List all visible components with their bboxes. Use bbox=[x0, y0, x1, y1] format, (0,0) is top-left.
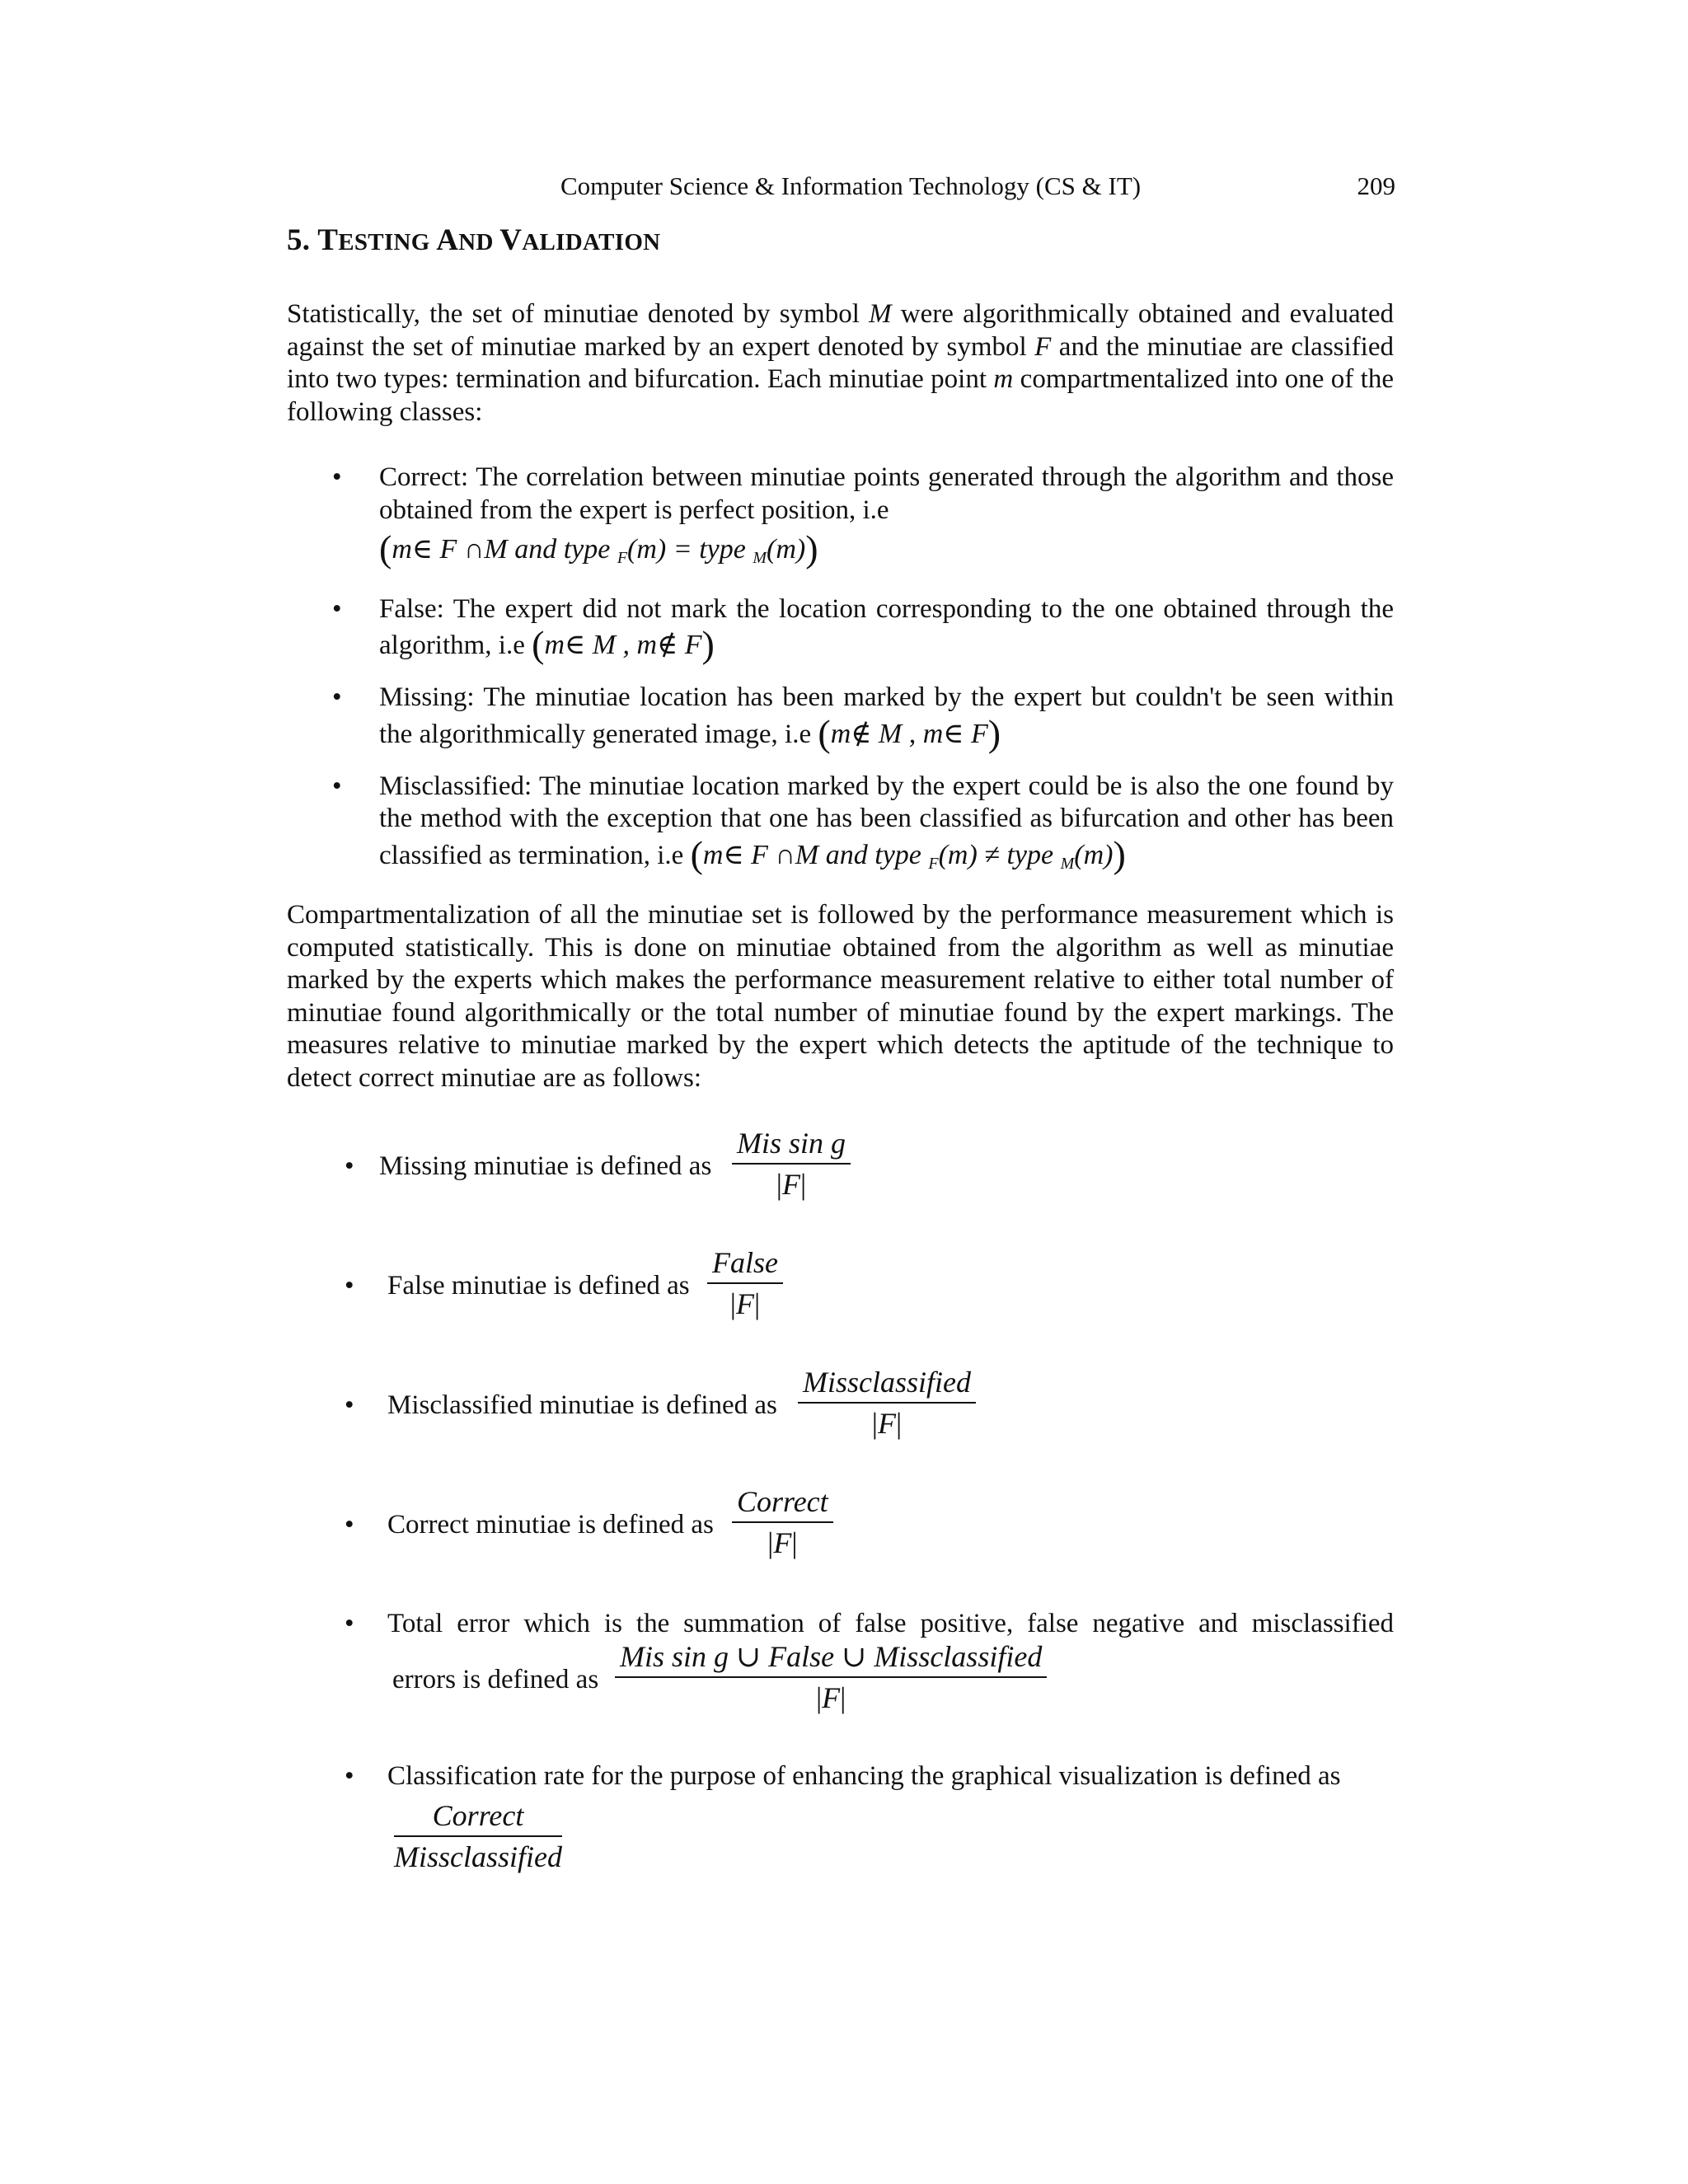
performance-paragraph: Compartmentalization of all the minutiae set is followed by the performance measurement which is computed statistically. This is done on minutiae obtained from the algorithm as well as minutiae marked by the experts which makes the performance measurement relative to either total number of minutiae found algorithmically or the total number of minutiae found by the expert markings. The measures relative to minutiae marked by the expert which detects the aptitude of the technique to detect correct minutiae are as follows: bbox=[287, 900, 1394, 1093]
symbol-M: M bbox=[869, 299, 892, 329]
measure-text: False minutiae is defined as bbox=[387, 1271, 690, 1301]
intro-text-b: were algorithmically obtained and evaluated against the set of minutiae marked by an expert denoted by symbol bbox=[287, 299, 1394, 362]
page-number: 209 bbox=[1357, 171, 1395, 200]
intro-paragraph bbox=[287, 298, 1394, 429]
bullet-icon: • bbox=[345, 1609, 354, 1638]
measure-text-continued: errors is defined as bbox=[392, 1665, 599, 1694]
section-title-alidation: ALIDATION bbox=[522, 229, 661, 255]
measure-text: Total error which is the summation of false positive, false negative and misclassified bbox=[387, 1609, 1394, 1638]
measure-text: Misclassified minutiae is defined as bbox=[387, 1390, 777, 1420]
bullet-icon: • bbox=[332, 682, 342, 712]
class-text: Correct: The correlation between minutiae points generated through the algorithm and those obtained from the expert is perfect position, i.e bbox=[379, 462, 1394, 525]
symbol-m: m bbox=[993, 364, 1014, 394]
measure-text: Missing minutiae is defined as bbox=[379, 1151, 712, 1181]
classification-list bbox=[287, 462, 1394, 898]
symbol-F: F bbox=[1034, 331, 1052, 362]
bullet-icon: • bbox=[332, 593, 342, 624]
bullet-icon: • bbox=[345, 1510, 354, 1540]
formula-false: (m∈ M , m∉ F) bbox=[532, 623, 715, 665]
fraction-numerator: Mis sin g bbox=[732, 1127, 851, 1165]
measure-text: Correct minutiae is defined as bbox=[387, 1510, 714, 1540]
fraction-correct bbox=[732, 1485, 833, 1559]
list-item-false bbox=[287, 593, 1394, 664]
bullet-icon: • bbox=[332, 771, 342, 801]
formula-missing: (m∉ M , m∈ F) bbox=[818, 711, 1001, 754]
fraction-numerator: Mis sin g ∪ False ∪ Missclassified bbox=[615, 1640, 1047, 1678]
intro-text-a: Statistically, the set of minutiae denoted by symbol bbox=[287, 299, 870, 329]
section-number: 5. bbox=[287, 223, 311, 257]
section-title-a: A bbox=[436, 223, 459, 257]
fraction-numerator: Missclassified bbox=[798, 1366, 976, 1404]
intro-text-d: compartmentalized into one of the following classes: bbox=[287, 364, 1394, 427]
bullet-icon: • bbox=[332, 462, 342, 492]
class-text: False: The expert did not mark the location corresponding to the one obtained through the algorithm, i.e bbox=[379, 593, 1394, 660]
section-title-v: V bbox=[499, 223, 523, 257]
section-title-nd: ND bbox=[458, 229, 500, 255]
fraction-classification-rate bbox=[394, 1799, 562, 1873]
class-text: Missing: The minutiae location has been marked by the expert but couldn't be seen within the algorithmically generated image, i.e bbox=[379, 682, 1394, 749]
formula-correct: (m∈ F ∩M and type $_F$(m) = type $_M$(m)) bbox=[379, 527, 818, 569]
fraction-missing bbox=[732, 1127, 851, 1201]
fraction-false bbox=[707, 1246, 783, 1320]
intro-text-c: and the minutiae are classified into two types: termination and bifurcation. Each minutiae point bbox=[287, 331, 1394, 394]
fraction-numerator: Correct bbox=[394, 1799, 562, 1837]
fraction-denominator: |F| bbox=[767, 1526, 798, 1559]
fraction-numerator: Correct bbox=[732, 1485, 833, 1523]
bullet-icon: • bbox=[345, 1271, 354, 1301]
list-item-missing bbox=[287, 682, 1394, 752]
bullet-icon: • bbox=[345, 1761, 354, 1791]
fraction-numerator: False bbox=[707, 1246, 783, 1284]
list-item-misclassified bbox=[287, 771, 1394, 881]
fraction-misclassified bbox=[798, 1366, 976, 1440]
fraction-denominator: |F| bbox=[776, 1168, 807, 1201]
bullet-icon: • bbox=[345, 1390, 354, 1420]
fraction-denominator: |F| bbox=[815, 1681, 846, 1714]
section-title-esting: ESTING bbox=[338, 229, 437, 255]
bullet-icon: • bbox=[345, 1151, 354, 1181]
fraction-total-error bbox=[615, 1640, 1047, 1714]
section-title-t: T bbox=[317, 223, 339, 257]
class-text: Misclassified: The minutiae location marked by the expert could be is also the one found by the method with the exception that one has been classified as bifurcation and other has been classified as termination, i.e bbox=[379, 771, 1394, 870]
list-item-correct bbox=[287, 462, 1394, 575]
measure-text: Classification rate for the purpose of enhancing the graphical visualization is defined as bbox=[387, 1761, 1341, 1791]
fraction-denominator: |F| bbox=[871, 1407, 903, 1440]
fraction-denominator: Missclassified bbox=[394, 1840, 562, 1873]
running-header: Computer Science & Information Technology (CS & IT) bbox=[560, 171, 1142, 200]
fraction-denominator: |F| bbox=[729, 1287, 761, 1320]
section-heading bbox=[287, 223, 660, 258]
formula-misclassified: (m∈ F ∩M and type $_F$(m) ≠ type $_M$(m)) bbox=[690, 832, 1126, 875]
